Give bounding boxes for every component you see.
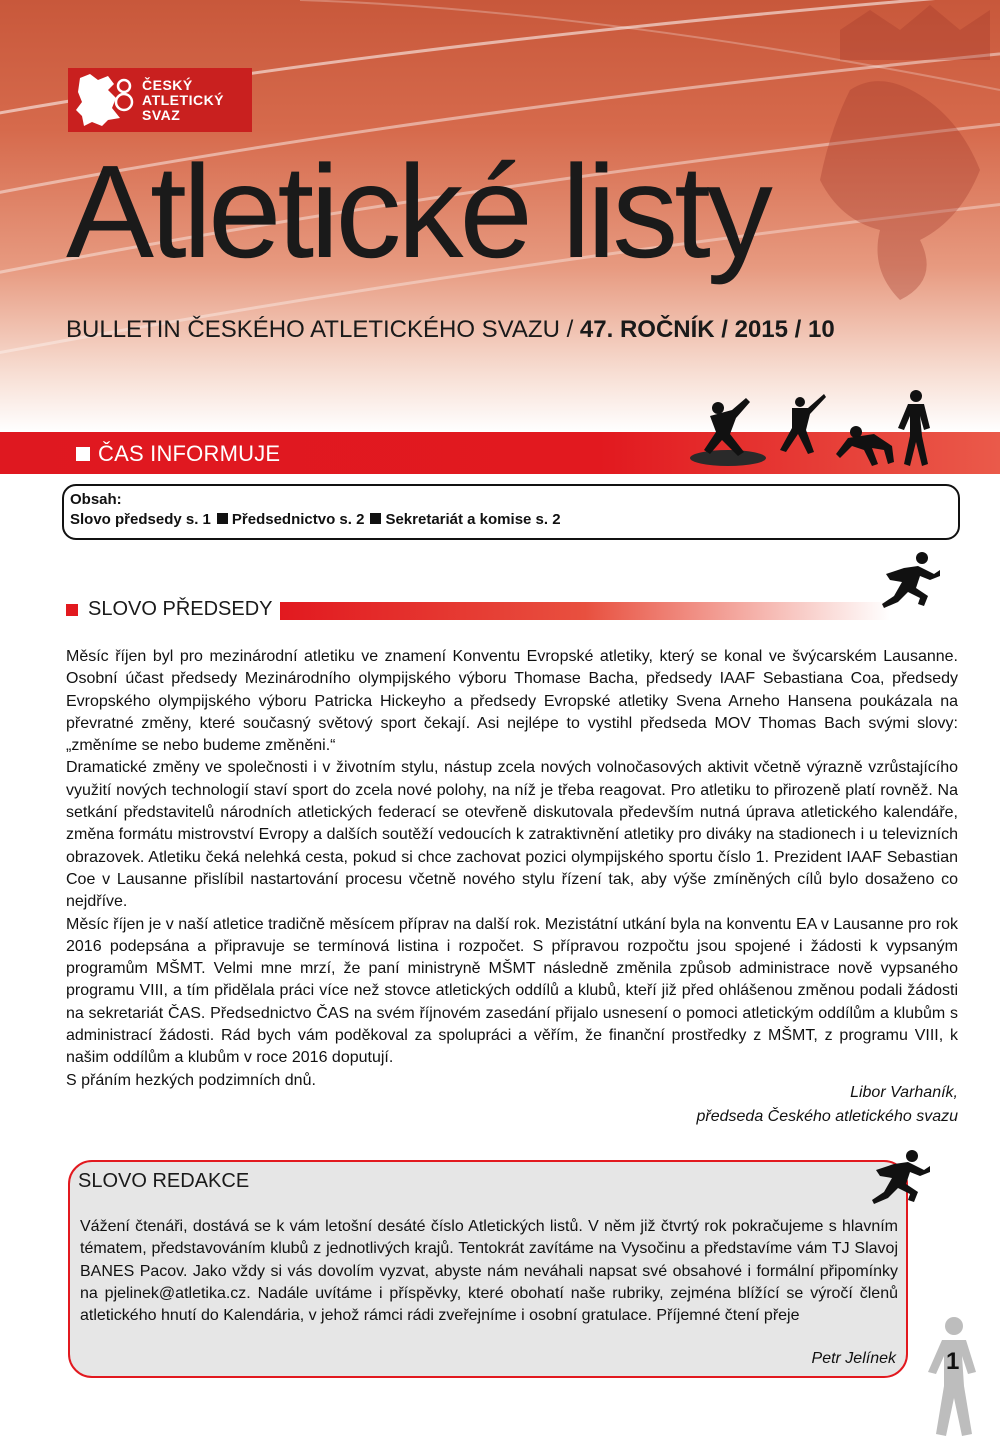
article-paragraph: Měsíc říjen je v naší atletice tradičně měsícem příprav na další rok. Mezistátní utkání byla na konventu EA v Lausanne pro rok 2016 podepsána a připravuje se termínová listina i rozpočet. S přípravou rozpočtu jsou spojené i žádosti k vypsaným programům MŠMT. Velmi mne mrzí, že paní ministryně MŠMT následně změnila způsob administrace nově vypsaného programu VIII, a tím přidělala práci více než stovce atletických oddílů a klubů, kteří již před ohlášenou změnou podali žádosti na sekretariát ČAS. Předsednictvo ČAS na svém říjnovém zasedání přijalo usnesení o pomoci atletickým oddílům a klubům s administrací žádosti. Rád bych vám poděkoval za spolupráci a věřím, že finanční prostředky z MŠMT, z programu VIII, k našim oddílům a klubům v roce 2016 doputují.: [66, 915, 958, 1067]
table-of-contents: [62, 484, 960, 540]
editorial-heading: SLOVO REDAKCE: [78, 1170, 250, 1192]
section-square-icon: [76, 447, 90, 461]
toc-bullet-icon: [370, 513, 381, 524]
article-signature: [697, 1081, 959, 1129]
athletes-silhouettes-icon: [688, 388, 948, 470]
toc-item-sekretariat[interactable]: Sekretariát a komise s. 2: [385, 511, 561, 528]
article-heading-text: SLOVO PŘEDSEDY: [88, 598, 273, 620]
toc-bullet-icon: [217, 513, 228, 524]
sprinter-icon: [868, 1148, 932, 1208]
subtitle-issue: 47. ROČNÍK / 2015 / 10: [579, 316, 835, 343]
heading-underline-bar: [280, 602, 890, 620]
article-paragraph: Dramatické změny ve společnosti i v životním stylu, nástup zcela nových volnočasových aktivit včetně výrazně vzrůstajícího využití nových technologií staví sport do zcela nové polohy, na níž je třeba reagovat. Pro atletiku to přirozeně platí rovněž. Na setkání představitelů národních atletických federací se otevřeně diskutovala především nutná úprava atletického kalendáře, změna formátu mistrovství Evropy a dalších soutěží vedoucích k zatraktivnění atletiky pro diváky na stadionech i u televizních obrazovek. Atletiku čeká nelehká cesta, pokud si chce zachovat pozici olympijského sportu číslo 1. Prezident IAAF Sebastian Coe v Lausanne přislíbil nastartování procesu včetně nového stylu řízení tak, aby výše zmíněných cílů bylo dosaženo co nejdříve.: [66, 759, 958, 911]
article-paragraph: Měsíc říjen byl pro mezinárodní atletiku ve znamení Konventu Evropské atletiky, který se konal ve švýcarském Lausanne. Osobní účast předsedy Mezinárodního olympijského výboru Thomase Bacha, předsedy IAAF Sebastiana Coa, předsedy Evropského olympijského výboru Patricka Hickeyho a předsedy Evropské atletiky Svena Arneho Hansena poukázala na převratné změny, které současný světový sport čekají. Asi nejlépe to vystihl předseda MOV Thomas Bach svými slovy: „změníme se nebo budeme změněni.“: [66, 648, 958, 755]
article-paragraph: S přáním hezkých podzimních dnů.: [66, 1071, 316, 1089]
lion-watermark-icon: [820, 5, 990, 300]
logo-line-1: ČESKÝ: [142, 76, 193, 93]
subtitle-plain: BULLETIN ČESKÉHO ATLETICKÉHO SVAZU /: [66, 316, 580, 343]
article-body: [66, 646, 958, 1092]
publication-subtitle: [66, 316, 835, 344]
toc-title: Obsah:: [70, 491, 122, 508]
toc-item-predsednictvo[interactable]: Předsednictvo s. 2: [231, 511, 365, 528]
signature-role: předseda Českého atletického svazu: [696, 1108, 958, 1125]
editorial-signature: Petr Jelínek: [811, 1350, 896, 1367]
toc-item-slovo-predsedy[interactable]: Slovo předsedy s. 1: [70, 511, 211, 528]
runner-figure-icon: [922, 1316, 984, 1438]
czech-lion-icon: [68, 68, 138, 132]
logo-line-3: SVAZ: [142, 106, 181, 123]
editorial-box: [68, 1160, 908, 1378]
logo-line-2: ATLETICKÝ: [142, 91, 225, 108]
toc-items: [70, 510, 952, 530]
section-label: ČAS INFORMUJE: [98, 441, 281, 466]
page-number: 1: [946, 1348, 960, 1375]
header-banner: [0, 0, 1000, 432]
signature-name: Libor Varhaník,: [850, 1084, 958, 1101]
editorial-body: Vážení čtenáři, dostává se k vám letošní desáté číslo Atletických listů. V něm již čtvrtý rok pokračujeme s hlavním tématem, představováním klubů z jednotlivých krajů. Tentokrát zavítáme na Vysočinu a představíme vám TJ Slavoj BANES Pacov. Jako vždy si vás dovolím vyzvat, abyste nám neváhali napsat své obsahové i formální připomínky na pjelinek@atletika.cz. Nadále uvítáme i příspěvky, které obohatí naše rubriky, zejména blížící se výročí členů atletického hnutí do Kalendária, v jehož rámci rádi zveřejníme i osobní gratulace. Příjemné čtení přeje: [80, 1218, 898, 1325]
csas-logo[interactable]: [68, 68, 252, 132]
article-heading: [66, 598, 273, 621]
heading-square-icon: [66, 604, 78, 616]
publication-title: Atletické listy: [66, 138, 769, 285]
